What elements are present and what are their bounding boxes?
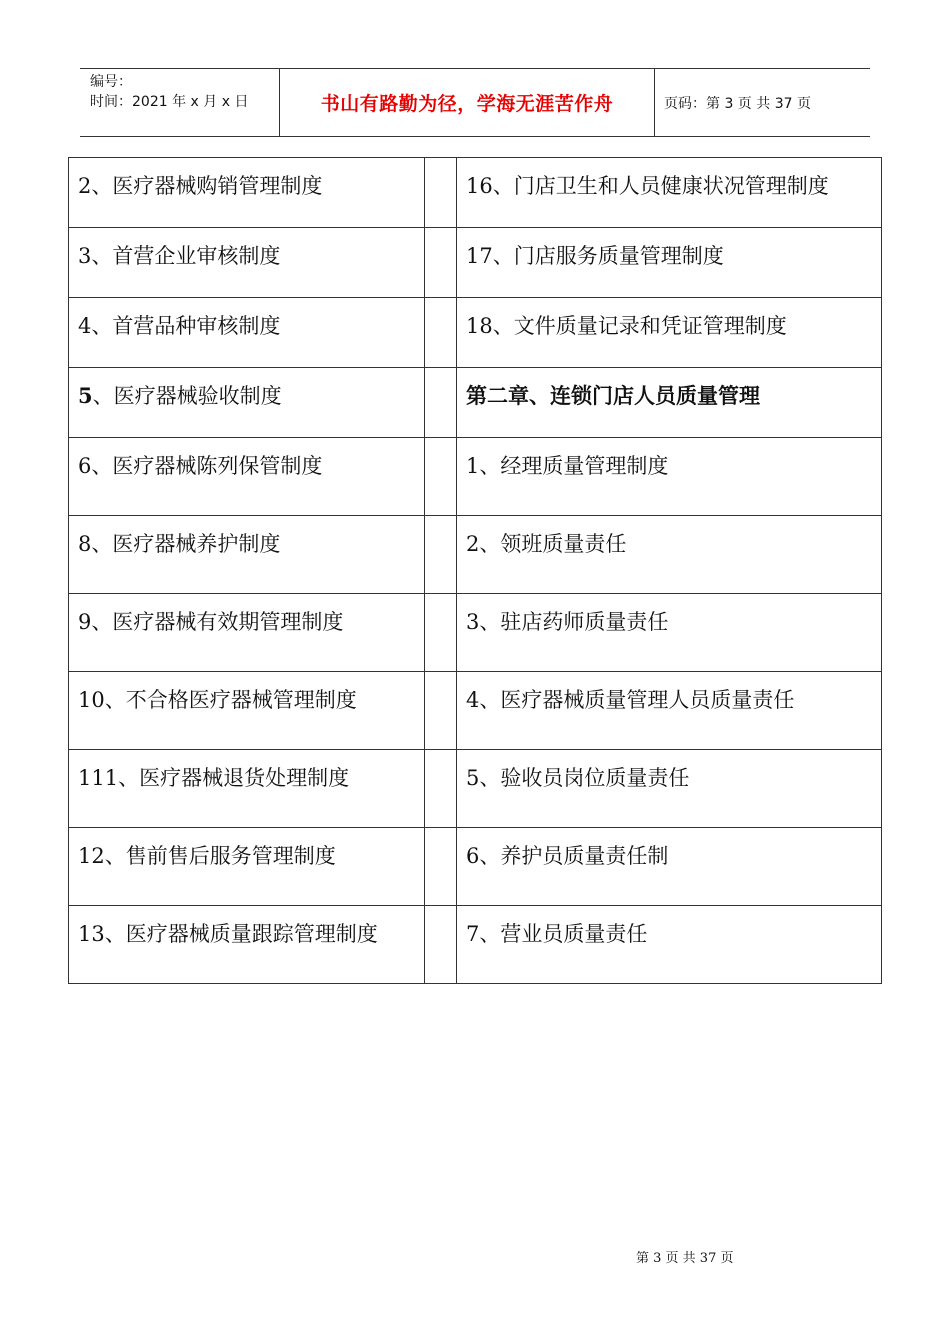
table-cell-spacer [425,368,457,438]
table-cell-right: 7、营业员质量责任 [457,906,882,984]
table-cell-right: 4、医疗器械质量管理人员质量责任 [457,672,882,750]
table-cell-spacer [425,906,457,984]
table-row [69,368,882,438]
table-cell-spacer [425,750,457,828]
table-cell-left: 13、医疗器械质量跟踪管理制度 [69,906,425,984]
regulations-table [68,157,882,984]
header-motto: 书山有路勤为径，学海无涯苦作舟 [280,69,655,136]
table-cell-spacer [425,516,457,594]
table-cell-left [69,368,425,438]
table-cell-right: 1、经理质量管理制度 [457,438,882,516]
table-row [69,298,882,368]
page-footer: 第 3 页 共 37 页 [636,1251,734,1266]
table-cell-spacer [425,594,457,672]
table-cell-right: 2、领班质量责任 [457,516,882,594]
table-row [69,158,882,228]
table-cell-left: 2、医疗器械购销管理制度 [69,158,425,228]
table-cell-spacer [425,672,457,750]
table-cell-left: 9、医疗器械有效期管理制度 [69,594,425,672]
table-row [69,750,882,828]
table-cell-left: 4、首营品种审核制度 [69,298,425,368]
table-cell-right: 5、验收员岗位质量责任 [457,750,882,828]
table-cell-spacer [425,158,457,228]
table-row [69,672,882,750]
header-meta [80,69,280,136]
table-cell-left: 111、医疗器械退货处理制度 [69,750,425,828]
document-number-label: 编号： [90,74,132,90]
table-cell-right: 17、门店服务质量管理制度 [457,228,882,298]
table-row [69,516,882,594]
table-row [69,828,882,906]
table-cell-left: 6、医疗器械陈列保管制度 [69,438,425,516]
table-cell-spacer [425,298,457,368]
table-cell-spacer [425,438,457,516]
table-row [69,228,882,298]
table-cell-left: 3、首营企业审核制度 [69,228,425,298]
table-cell-right: 18、文件质量记录和凭证管理制度 [457,298,882,368]
table-row [69,594,882,672]
document-time-label: 时间：2021 年 x 月 x 日 [90,94,249,110]
page-header [80,68,870,137]
item-text: 、医疗器械验收制度 [92,384,282,408]
table-row [69,438,882,516]
table-cell-left: 10、不合格医疗器械管理制度 [69,672,425,750]
table-cell-right: 3、驻店药师质量责任 [457,594,882,672]
table-cell-right: 16、门店卫生和人员健康状况管理制度 [457,158,882,228]
table-row [69,906,882,984]
table-cell-spacer [425,828,457,906]
chapter-heading: 第二章、连锁门店人员质量管理 [457,368,882,438]
table-cell-left: 12、售前售后服务管理制度 [69,828,425,906]
table-cell-right: 6、养护员质量责任制 [457,828,882,906]
item-number-bold: 5 [78,383,93,408]
table-cell-left: 8、医疗器械养护制度 [69,516,425,594]
table-cell-spacer [425,228,457,298]
header-page-info: 页码：第 3 页 共 37 页 [664,95,811,112]
